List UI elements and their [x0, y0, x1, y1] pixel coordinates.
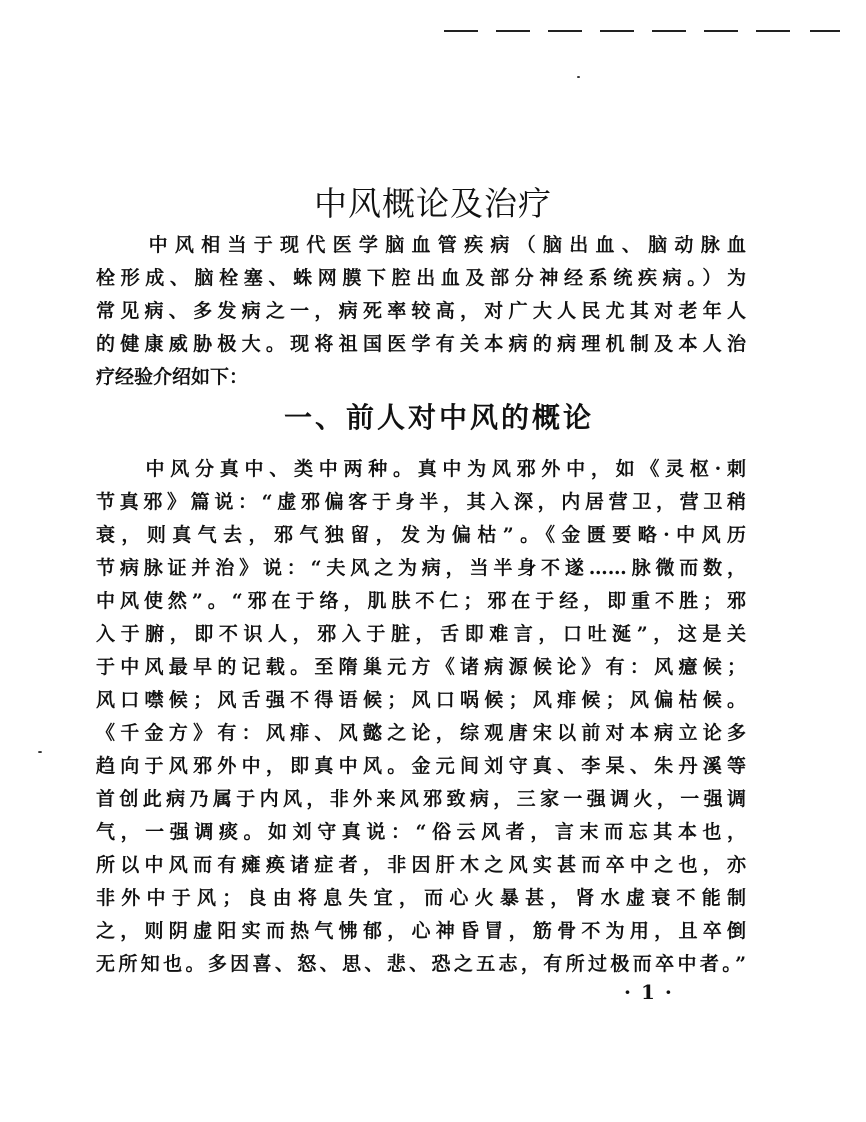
- scan-speck: [38, 751, 42, 753]
- text-line: 之，则阴虚阳实而热气怫郁，心神昏冒，筋骨不为用，且卒倒: [96, 920, 746, 942]
- text-line: 中风相当于现代医学脑血管疾病（脑出血、脑动脉血: [96, 234, 746, 256]
- text-line: 栓形成、脑栓塞、蛛网膜下腔出血及部分神经系统疾病。）为: [96, 267, 746, 289]
- text-line: 中风分真中、类中两种。真中为风邪外中，如《灵枢·刺: [96, 458, 746, 480]
- text-line: 《千金方》有：风痱、风懿之论，综观唐宋以前对本病立论多: [96, 722, 746, 744]
- text-line: 首创此病乃属于内风，非外来风邪致病，三家一强调火，一强调: [96, 788, 746, 810]
- text-line: 非外中于风；良由将息失宜，而心火暴甚，肾水虚衰不能制: [96, 887, 746, 909]
- text-line: 所以中风而有瘫痪诸症者，非因肝木之风实甚而卒中之也，亦: [96, 854, 746, 876]
- text-line: 风口噤候；风舌强不得语候；风口㖞候；风痱候；风偏枯候。: [96, 689, 746, 711]
- text-line: 趋向于风邪外中，即真中风。金元间刘守真、李杲、朱丹溪等: [96, 755, 746, 777]
- page-number: ·1·: [624, 980, 682, 1004]
- section-heading: 一、前人对中风的概论: [283, 401, 594, 434]
- text-line: 气，一强调痰。如刘守真说：“俗云风者，言末而忘其本也，: [96, 821, 746, 843]
- section-paragraph: [96, 453, 746, 981]
- text-line: 常见病、多发病之一，病死率较高，对广大人民尤其对老年人: [96, 300, 746, 322]
- text-line: 于中风最早的记载。至隋巢元方《诸病源候论》有：风癔候；: [96, 656, 746, 678]
- scan-speck: [577, 76, 580, 78]
- text-line: 无所知也。多因喜、怒、思、悲、恐之五志，有所过极而卒中者。”: [96, 953, 746, 975]
- header-rule-dashes: [430, 20, 866, 36]
- text-line: 入于腑，即不识人，邪入于脏，舌即难言，口吐涎”，这是关: [96, 623, 746, 645]
- text-line: 疗经验介绍如下：: [96, 366, 249, 388]
- text-line: 节真邪》篇说：“虚邪偏客于身半，其入深，内居营卫，营卫稍: [96, 491, 746, 513]
- text-line: 衰，则真气去，邪气独留，发为偏枯”。《金匮要略·中风历: [96, 524, 746, 546]
- text-line: 的健康威胁极大。现将祖国医学有关本病的病理机制及本人治: [96, 333, 746, 355]
- text-line: 中风使然”。“邪在于络，肌肤不仁；邪在于经，即重不胜；邪: [96, 590, 746, 612]
- text-line: 节病脉证并治》说：“夫风之为病，当半身不遂……脉微而数，: [96, 557, 746, 579]
- page-title: 中风概论及治疗: [314, 184, 552, 223]
- intro-paragraph: [96, 229, 746, 394]
